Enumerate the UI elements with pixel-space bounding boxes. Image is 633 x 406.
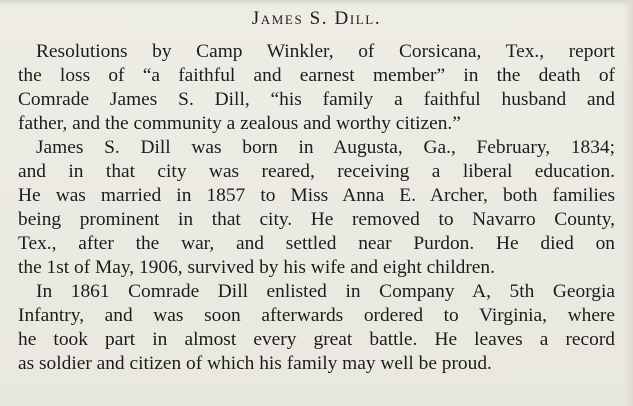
article-title: James S. Dill. (251, 8, 382, 29)
paragraph-2-line-2: and in that city was reared, receiving a liberal education. (18, 161, 615, 182)
paragraph-2-line-6: the 1st of May, 1906, survived by his wife and eight children. (18, 257, 495, 278)
page-right-bleed (623, 0, 633, 406)
paragraph-3-line-2: Infantry, and was soon afterwards ordered to Virginia, where (18, 305, 615, 326)
page-top-bleed (0, 0, 633, 6)
paragraph-3-line-4: as soldier and citizen of which his family may well be proud. (18, 353, 492, 374)
paragraph-1-line-2: the loss of “a faithful and earnest member” in the death of (18, 65, 615, 86)
paragraph-2-line-4: being prominent in that city. He removed to Navarro County, (18, 209, 615, 230)
paragraph-3-line-1: In 1861 Comrade Dill enlisted in Company A, 5th Georgia (36, 281, 615, 302)
paragraph-3-line-3: he took part in almost every great battle. He leaves a record (18, 329, 615, 350)
paragraph-1-line-4: father, and the community a zealous and worthy citizen.” (18, 113, 461, 134)
paragraph-1-line-1: Resolutions by Camp Winkler, of Corsicana, Tex., report (36, 41, 615, 62)
paragraph-1-line-3: Comrade James S. Dill, “his family a faithful husband and (18, 89, 615, 110)
paragraph-2-line-1: James S. Dill was born in Augusta, Ga., February, 1834; (36, 137, 615, 158)
paragraph-2-line-3: He was married in 1857 to Miss Anna E. Archer, both families (18, 185, 615, 206)
paragraph-2-line-5: Tex., after the war, and settled near Purdon. He died on (18, 233, 615, 254)
